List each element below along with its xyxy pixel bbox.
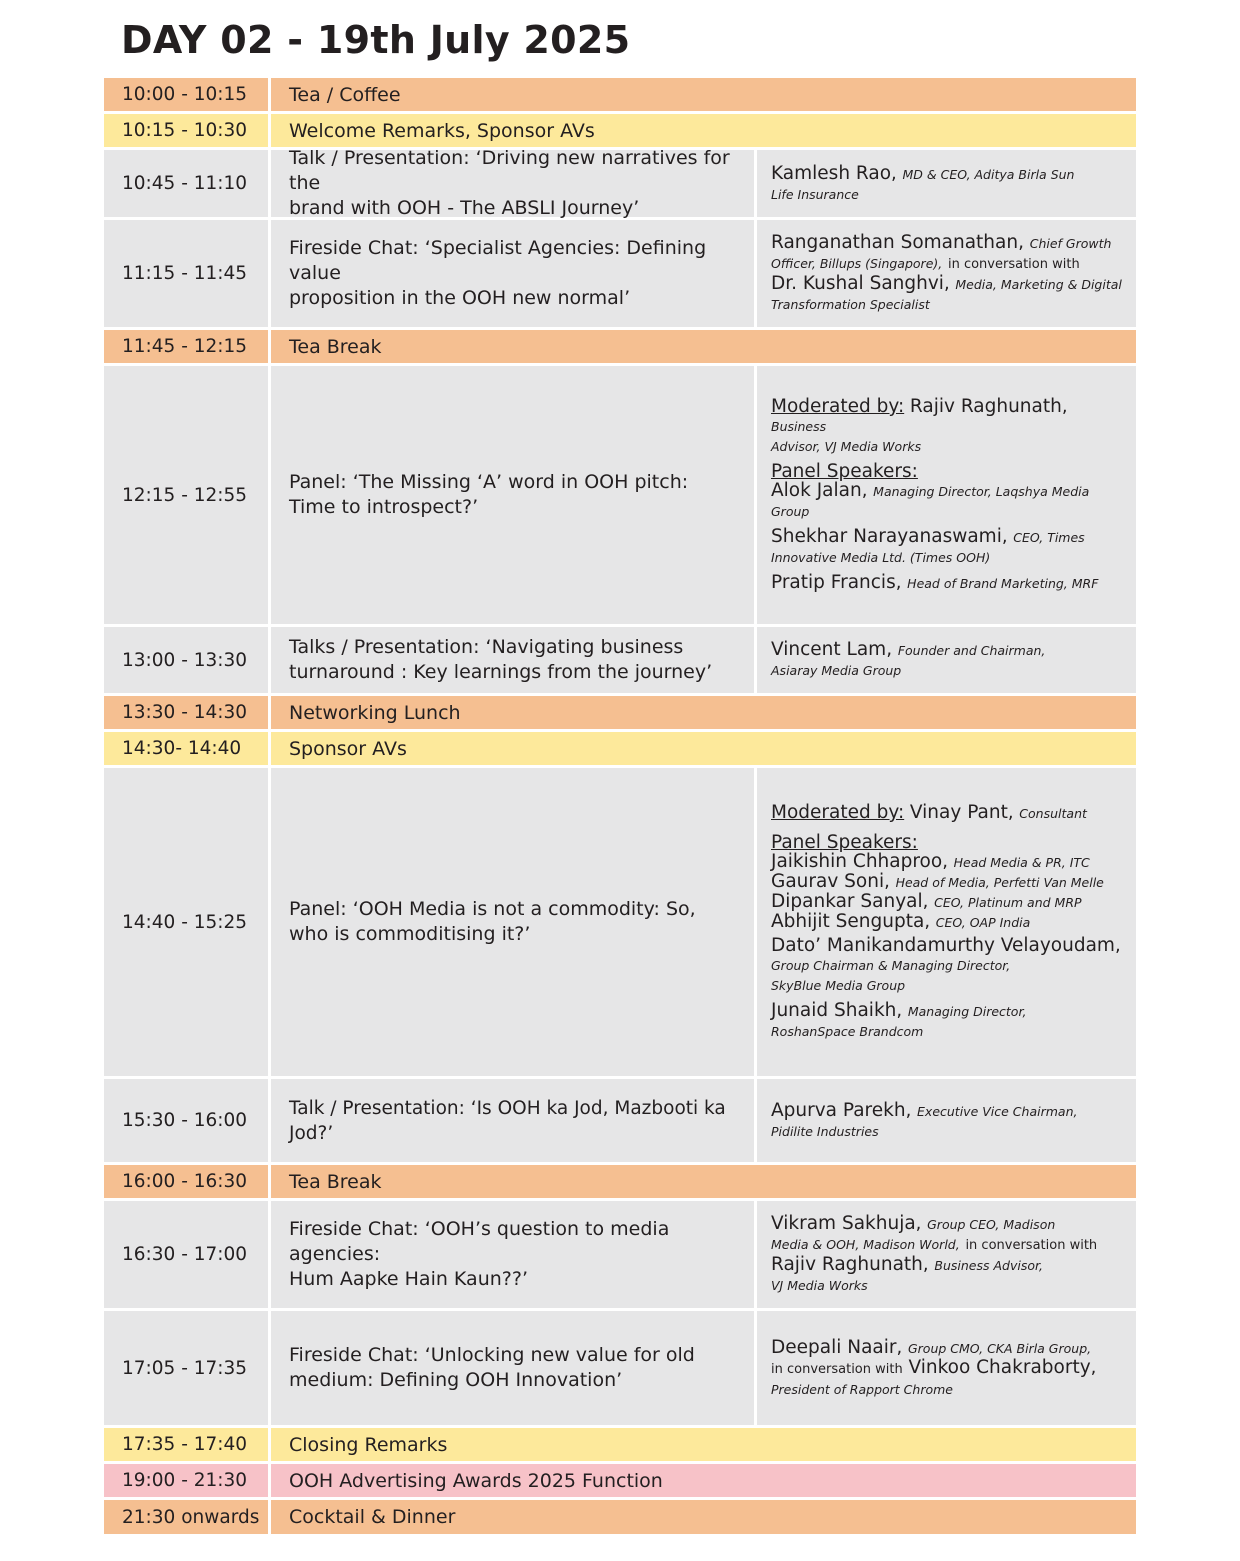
conversation-note: in conversation with xyxy=(947,257,1080,272)
speaker xyxy=(771,640,1045,680)
speaker-role: Advisor, VJ Media Works xyxy=(771,439,922,454)
event-title xyxy=(268,220,754,327)
speaker-role: Business xyxy=(771,419,827,434)
speaker-name: Pratip Francis xyxy=(771,572,896,593)
time-slot: 16:30 - 17:00 xyxy=(122,1244,248,1265)
event-title xyxy=(268,768,754,1076)
speaker-role: Business Advisor, xyxy=(934,1258,1043,1273)
moderator: Moderated by: Vinay Pant, Consultant xyxy=(771,802,1087,823)
agenda-row xyxy=(104,768,1136,1079)
speaker-role: Life Insurance xyxy=(771,186,859,202)
time-slot: 13:30 - 14:30 xyxy=(122,702,248,723)
time-slot: 16:00 - 16:30 xyxy=(122,1171,248,1192)
event-title xyxy=(268,147,754,219)
event-line: Talks / Presentation: ‘Navigating business xyxy=(289,636,684,658)
speaker-name: Vinay Pant xyxy=(909,802,1008,823)
time-slot: 10:45 - 11:10 xyxy=(122,173,248,194)
agenda-row xyxy=(104,627,1136,696)
speakers xyxy=(754,1079,1136,1162)
agenda-row xyxy=(104,1500,1136,1534)
speakers xyxy=(754,1311,1136,1425)
speaker-role: Innovative Media Ltd. (Times OOH) xyxy=(771,550,991,565)
speaker-role: Group CEO, Madison xyxy=(927,1217,1056,1232)
agenda-row xyxy=(104,1464,1136,1500)
agenda-row xyxy=(104,1165,1136,1201)
agenda-row xyxy=(104,220,1136,330)
speaker-name: Ranganathan Somanathan, xyxy=(771,232,1024,253)
speaker: Shekhar Narayanaswami, CEO, Times Innovative Media Ltd. (Times OOH) xyxy=(771,526,1085,565)
speaker-name: Apurva Parekh xyxy=(771,1099,906,1121)
time-slot: 21:30 onwards xyxy=(122,1506,260,1528)
event-title xyxy=(268,1201,754,1308)
agenda-row xyxy=(104,696,1136,732)
event-title xyxy=(268,627,754,693)
speaker-role: CEO, Platinum and MRP xyxy=(934,895,1082,910)
speakers xyxy=(754,220,1136,327)
speaker-role: CEO, OAP India xyxy=(935,915,1031,930)
speaker-name: Deepali Naair xyxy=(771,1336,897,1358)
time-slot: 11:15 - 11:45 xyxy=(122,263,248,284)
speaker-name: Dr. Kushal Sanghvi xyxy=(771,273,944,294)
speaker-role: VJ Media Works xyxy=(771,1278,868,1293)
event-line: Hum Aapke Hain Kaun??’ xyxy=(289,1268,528,1290)
event-line: proposition in the OOH new normal’ xyxy=(289,287,631,309)
speaker-name: Abhijit Sengupta xyxy=(771,911,925,932)
event-title: Tea Break xyxy=(268,1165,1136,1198)
speaker-role: Media, Marketing & Digital xyxy=(955,277,1122,292)
time-slot: 17:35 - 17:40 xyxy=(122,1434,248,1455)
event-title: Closing Remarks xyxy=(268,1428,1136,1461)
time-slot: 12:15 - 12:55 xyxy=(122,484,248,506)
event-line: Panel: ‘The Missing ‘A’ word in OOH pitch: xyxy=(289,471,689,493)
time-slot: 11:45 - 12:15 xyxy=(122,336,248,357)
speaker-name: Rajiv Raghunath xyxy=(771,1254,923,1275)
speaker-role: SkyBlue Media Group xyxy=(771,978,906,993)
moderated-label: Moderated by: xyxy=(771,802,905,823)
event-line: medium: Defining OOH Innovation’ xyxy=(289,1369,623,1391)
time-slot: 15:30 - 16:00 xyxy=(122,1110,248,1131)
speaker-role: Chief Growth xyxy=(1029,236,1112,251)
speaker-name: Junaid Shaikh xyxy=(771,1000,897,1021)
time-slot: 14:30- 14:40 xyxy=(122,738,242,759)
speaker-role: Transformation Specialist xyxy=(771,297,930,312)
speaker: Apurva Parekh, Executive Vice Chairman, Pidilite Industries xyxy=(771,1099,1078,1139)
speaker-role: Executive Vice Chairman, xyxy=(917,1103,1078,1119)
event-title: Cocktail & Dinner xyxy=(268,1500,1136,1534)
speaker-name: Vinkoo Chakraborty xyxy=(908,1356,1091,1378)
speaker-role: Head Media & PR, ITC xyxy=(953,855,1090,870)
speaker-name: Rajiv Raghunath xyxy=(909,396,1062,417)
speaker: Junaid Shaikh, Managing Director, RoshanSpace Brandcom xyxy=(771,1000,1027,1039)
speaker-name: Dato’ Manikandamurthy Velayoudam xyxy=(771,935,1115,956)
event-title xyxy=(268,366,754,624)
moderated-label: Moderated by: xyxy=(771,396,905,417)
agenda-row xyxy=(104,147,1136,220)
event-line: Talk / Presentation: ‘Is OOH ka Jod, Mazbooti ka Jod?’ xyxy=(289,1097,726,1144)
agenda-row xyxy=(104,1311,1136,1428)
speakers xyxy=(754,627,1136,693)
event-line: brand with OOH - The ABSLI Journey’ xyxy=(289,197,640,219)
speaker-role: Head of Brand Marketing, MRF xyxy=(907,576,1099,591)
time-slot: 10:15 - 10:30 xyxy=(122,120,248,141)
speakers xyxy=(754,366,1136,624)
agenda-row xyxy=(104,732,1136,768)
panel-speakers: Panel Speakers: Jaikishin Chhaproo, Head Media & PR, ITC Gaurav Soni, Head of Media, Perfetti Van Melle Dipankar Sanyal, CEO, Platinum and MRP Abhijit Sengupta, CEO, OAP India xyxy=(771,832,1104,932)
event-title: Sponsor AVs xyxy=(268,732,1136,765)
speaker: Pratip Francis, Head of Brand Marketing, MRF xyxy=(771,572,1099,593)
speaker-role: President of Rapport Chrome xyxy=(771,1381,953,1397)
speaker-role: Consultant xyxy=(1019,806,1087,821)
event-title: Tea Break xyxy=(268,330,1136,363)
agenda-row xyxy=(104,1079,1136,1165)
page-title: DAY 02 - 19th July 2025 xyxy=(121,18,631,62)
conversation-note: in conversation with xyxy=(771,1361,903,1377)
event-line: turnaround : Key learnings from the journey’ xyxy=(289,661,713,683)
speaker-role: Officer, Billups (Singapore), xyxy=(771,256,943,271)
event-title: Welcome Remarks, Sponsor AVs xyxy=(268,114,1136,147)
agenda-row xyxy=(104,330,1136,366)
agenda-row xyxy=(104,78,1136,114)
speakers xyxy=(754,150,1136,217)
event-line: Fireside Chat: ‘Unlocking new value for old xyxy=(289,1344,695,1366)
speaker-role: Managing Director, xyxy=(907,1004,1027,1019)
agenda-row xyxy=(104,1428,1136,1464)
speakers xyxy=(754,768,1136,1076)
speaker-role: Managing Director, Laqshya Media Group xyxy=(771,484,1090,519)
speaker: Vikram Sakhuja, Group CEO, Madison Media & OOH, Madison World, in conversation with Rajiv Raghunath, Business Advisor, VJ Media Works xyxy=(771,1213,1098,1293)
event-line: Panel: ‘OOH Media is not a commodity: So, xyxy=(289,898,696,920)
time-slot: 13:00 - 13:30 xyxy=(122,649,248,671)
speaker-name: Vincent Lam, xyxy=(771,639,893,660)
event-title: Networking Lunch xyxy=(268,696,1136,729)
agenda-row xyxy=(104,1201,1136,1311)
speaker-role: Head of Media, Perfetti Van Melle xyxy=(895,875,1104,890)
speaker-name: Shekhar Narayanaswami xyxy=(771,526,1002,547)
speaker-name: Kamlesh Rao xyxy=(771,162,892,184)
panel-label: Panel Speakers: xyxy=(771,461,918,482)
agenda-row xyxy=(104,114,1136,150)
speaker-role: CEO, Times xyxy=(1013,530,1085,545)
speaker-name: Alok Jalan xyxy=(771,480,862,501)
speaker: Kamlesh Rao, MD & CEO, Aditya Birla Sun Life Insurance xyxy=(771,162,1075,202)
time-slot: 14:40 - 15:25 xyxy=(122,911,248,933)
event-title xyxy=(268,1311,754,1425)
speaker-role: Asiaray Media Group xyxy=(771,663,902,678)
speaker-name: Gaurav Soni xyxy=(771,871,885,892)
time-slot: 10:00 - 10:15 xyxy=(122,84,248,105)
agenda-table xyxy=(104,78,1136,1534)
event-line: Fireside Chat: ‘OOH’s question to media agencies: xyxy=(289,1218,670,1265)
event-title: Tea / Coffee xyxy=(268,78,1136,111)
speaker-name: Vikram Sakhuja xyxy=(771,1213,916,1234)
speaker-name: Jaikishin Chhaproo xyxy=(771,851,943,872)
speakers xyxy=(754,1201,1136,1308)
panel-speakers: Panel Speakers: Alok Jalan, Managing Director, Laqshya Media Group xyxy=(771,461,1090,519)
speaker-role: MD & CEO, Aditya Birla Sun xyxy=(902,166,1075,182)
moderator: Moderated by: Rajiv Raghunath, Business Advisor, VJ Media Works xyxy=(771,396,1068,454)
panel-label: Panel Speakers: xyxy=(771,832,918,853)
conversation-note: in conversation with xyxy=(965,1238,1098,1253)
speaker: Deepali Naair, Group CMO, CKA Birla Group, in conversation with Vinkoo Chakraborty, President of Rapport Chrome xyxy=(771,1336,1097,1397)
speaker-role: Founder and Chairman, xyxy=(897,643,1046,658)
speaker-role: Group Chairman & Managing Director, xyxy=(771,958,1011,973)
time-slot: 19:00 - 21:30 xyxy=(122,1470,248,1491)
speaker-role: RoshanSpace Brandcom xyxy=(771,1024,924,1039)
speaker-role: Group CMO, CKA Birla Group, xyxy=(907,1340,1092,1356)
speaker-role: Media & OOH, Madison World, xyxy=(771,1237,960,1252)
event-line: Time to introspect?’ xyxy=(289,496,479,518)
time-slot: 17:05 - 17:35 xyxy=(122,1357,248,1379)
speaker-role: Pidilite Industries xyxy=(771,1123,879,1139)
event-line: Fireside Chat: ‘Specialist Agencies: Defining value xyxy=(289,237,707,284)
event-line: who is commoditising it?’ xyxy=(289,923,531,945)
event-line: Talk / Presentation: ‘Driving new narratives for the xyxy=(289,147,730,194)
agenda-row xyxy=(104,366,1136,627)
speaker-name: Dipankar Sanyal xyxy=(771,891,923,912)
speaker: Ranganathan Somanathan, Chief Growth Officer, Billups (Singapore), in conversation with Dr. Kushal Sanghvi, Media, Marketing & Digital Transformation Specialist xyxy=(771,232,1122,312)
event-title: OOH Advertising Awards 2025 Function xyxy=(268,1464,1136,1497)
event-title xyxy=(268,1079,754,1162)
speaker: Dato’ Manikandamurthy Velayoudam, Group Chairman & Managing Director, SkyBlue Media Group xyxy=(771,935,1121,993)
